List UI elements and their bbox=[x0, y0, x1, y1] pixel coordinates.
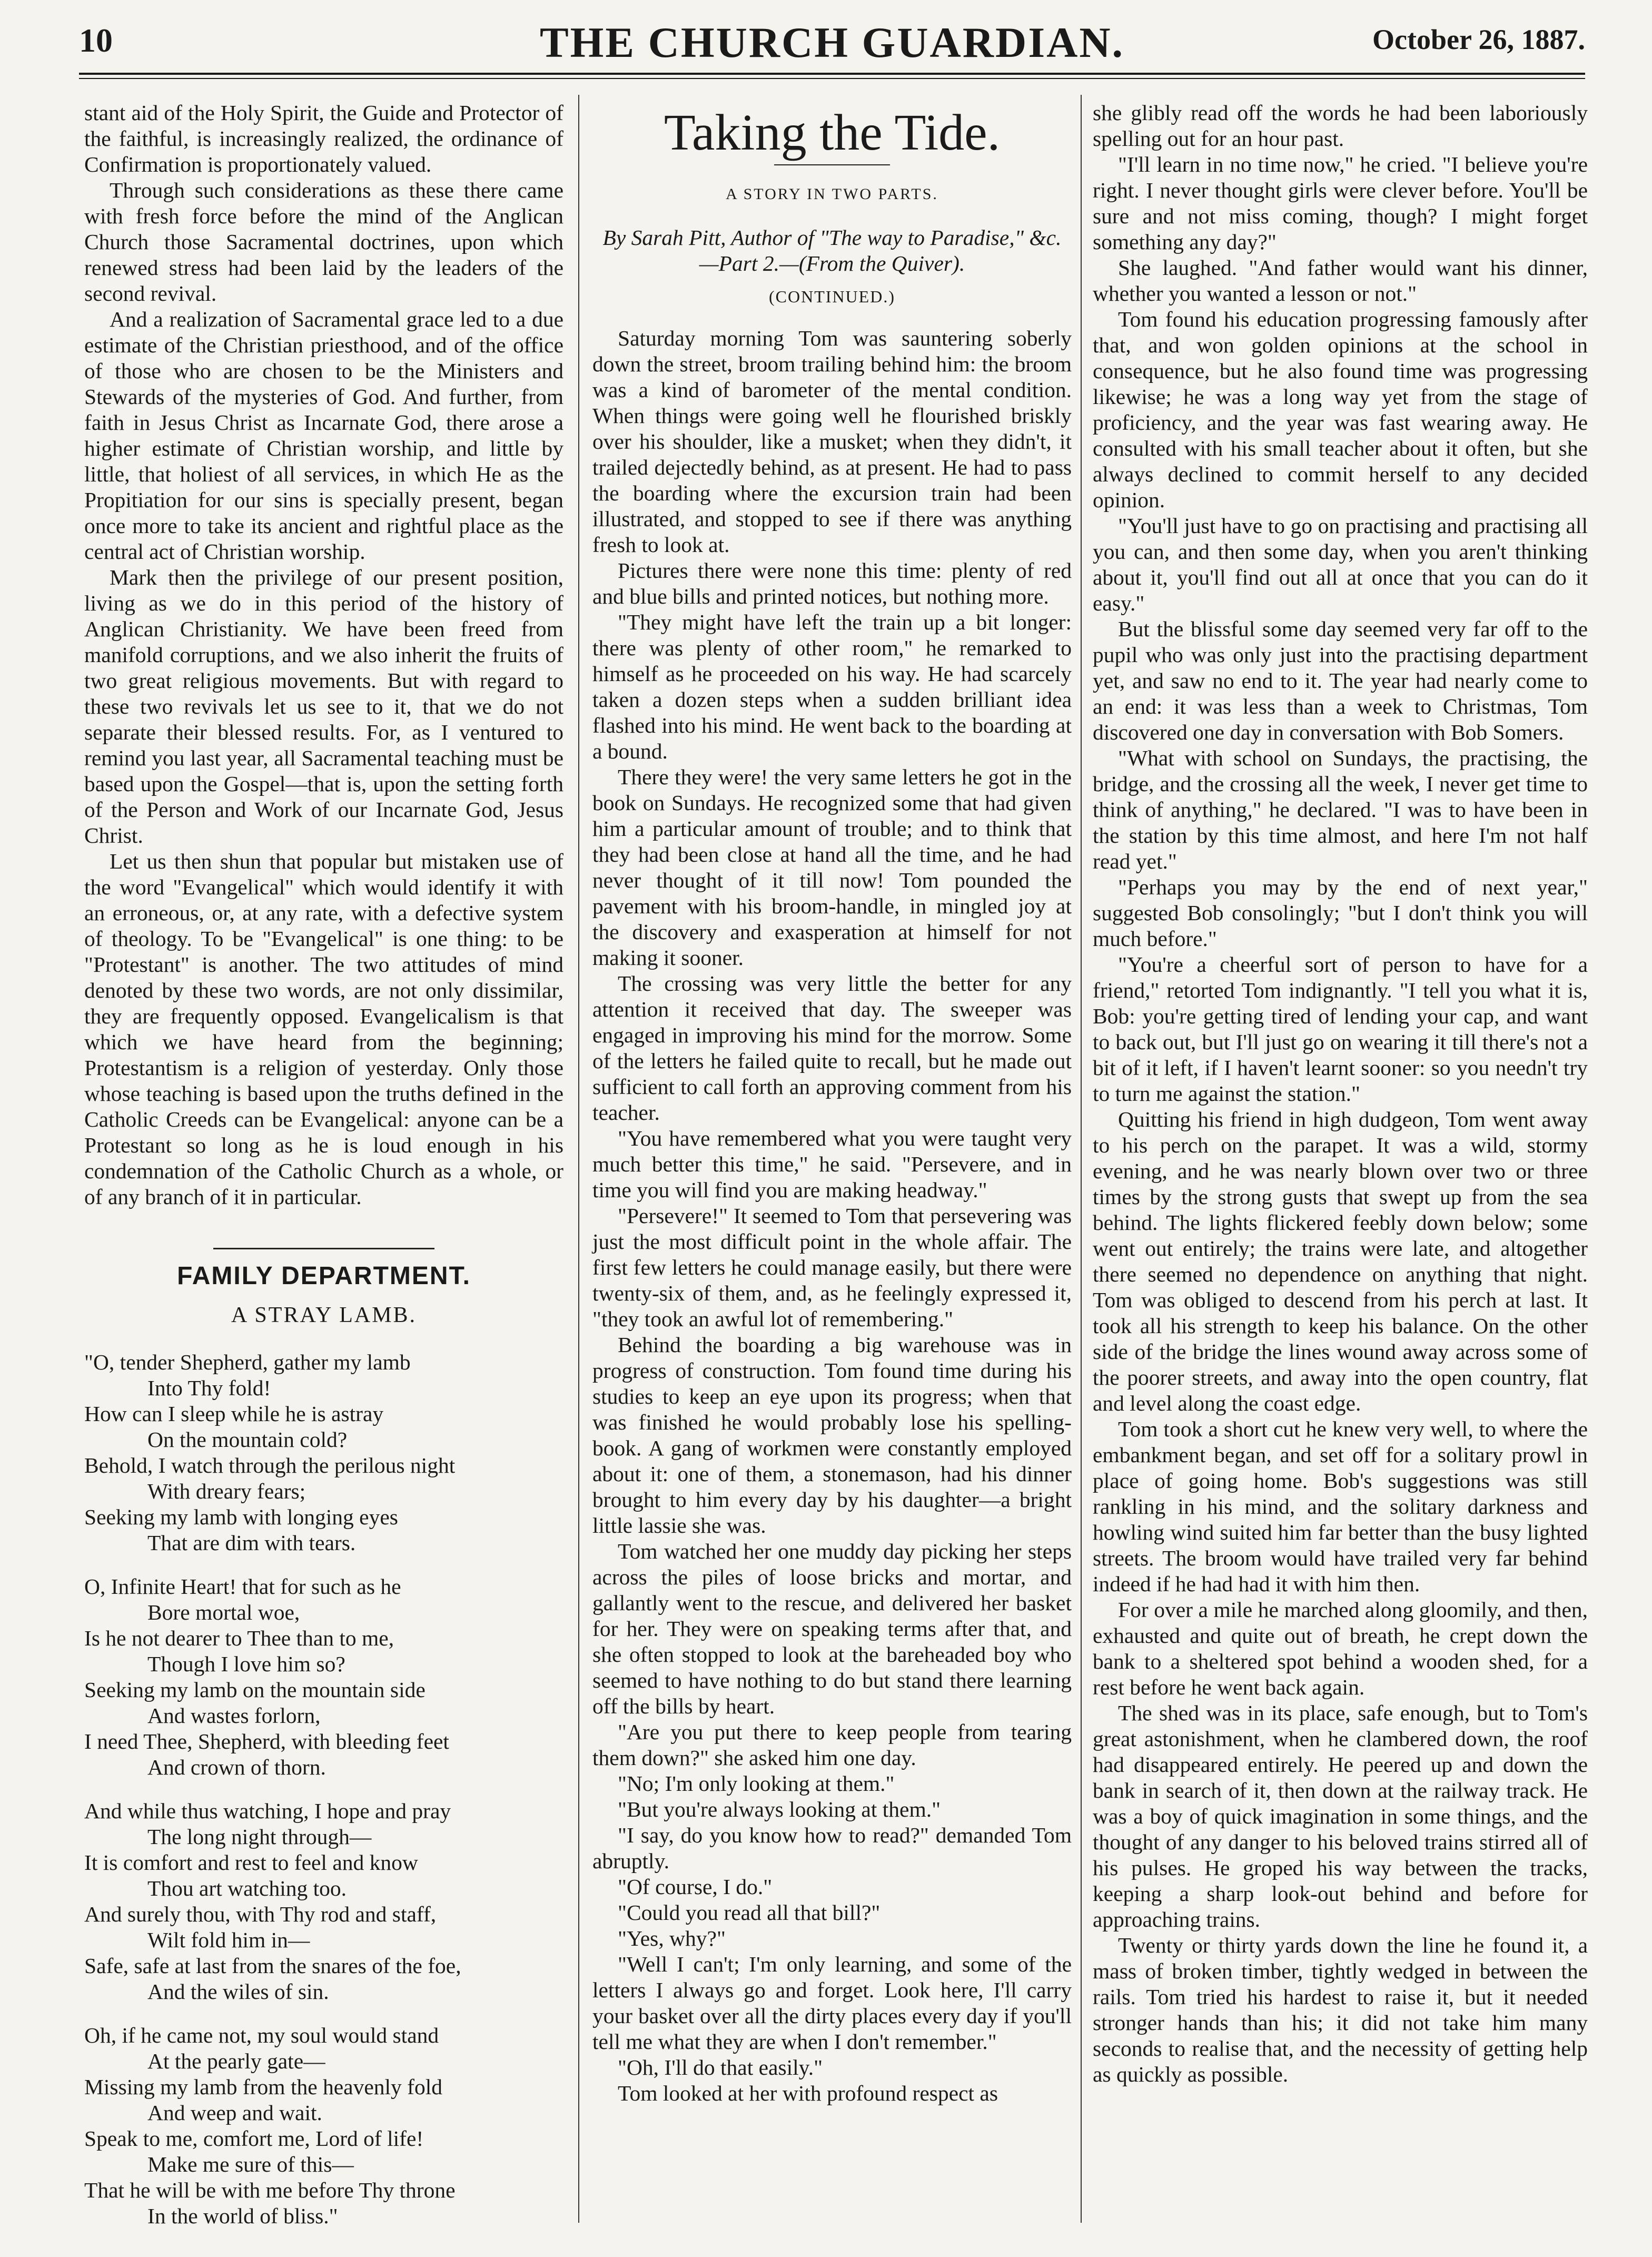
masthead-rule bbox=[79, 73, 1585, 75]
poem-line: That he will be with me before Thy throne bbox=[84, 2178, 456, 2202]
story-paragraph: "But you're always looking at them." bbox=[618, 1797, 941, 1821]
column-divider bbox=[1081, 95, 1082, 2223]
poem-line: That are dim with tears. bbox=[147, 1531, 356, 1555]
poem-line: Is he not dearer to Thee than to me, bbox=[84, 1626, 394, 1650]
story-paragraph: Tom took a short cut he knew very well, to where the embankment began, and set off for a solitary prowl in place of going home. Bob's suggestions was still rankling in his mind, and the solitary darkness and howling wind suited him far better than the busy lighted streets. The broom would have trailed very far behind indeed if he had had it with him then. bbox=[1093, 1417, 1588, 1596]
poem-line: Oh, if he came not, my soul would stand bbox=[84, 2023, 439, 2047]
poem-line: I need Thee, Shepherd, with bleeding feet bbox=[84, 1729, 449, 1753]
story-byline: By Sarah Pitt, Author of "The way to Paradise," &c.—Part 2.—(From the Quiver). bbox=[602, 225, 1062, 275]
article-paragraph: stant aid of the Holy Spirit, the Guide and Protector of the faithful, is increasingly realized, the ordinance of Confirmation is proportionately valued. bbox=[84, 101, 563, 176]
story-paragraph: There they were! the very same letters he got in the book on Sundays. He recognized some that had given him a particular amount of trouble; and to think that they had been close at hand all the time, and he had never thought of it till now! Tom pounded the pavement with his broom-handle, in mingled joy at the discovery and exasperation at himself for not making it sooner. bbox=[592, 765, 1072, 970]
story-paragraph: "Oh, I'll do that easily." bbox=[618, 2055, 823, 2079]
story-paragraph: "What with school on Sundays, the practising, the bridge, and the crossing all the week, I never get time to think of anything," he declared. "I was to have been in the station by this time almost, and here I'm not half read yet." bbox=[1093, 746, 1588, 873]
story-paragraph: Tom watched her one muddy day picking her steps across the piles of loose bricks and mortar, and gallantly went to the rescue, and delivered her basket for her. They were on speaking terms after that, and she often stopped to look at the bareheaded boy who seemed to have nothing to do but stand there learning off the bills by heart. bbox=[592, 1539, 1072, 1718]
poem-line: And while thus watching, I hope and pray bbox=[84, 1799, 451, 1823]
poem-line: Into Thy fold! bbox=[147, 1376, 271, 1400]
story-paragraph: Tom looked at her with profound respect as bbox=[618, 2081, 998, 2105]
poem-title: A STRAY LAMB. bbox=[231, 1303, 417, 1327]
poem-stanza bbox=[84, 1798, 563, 2005]
poem-line: "O, tender Shepherd, gather my lamb bbox=[84, 1350, 411, 1374]
masthead-rule-thin bbox=[79, 78, 1585, 79]
poem-line: It is comfort and rest to feel and know bbox=[84, 1850, 418, 1875]
story-paragraph: Behind the boarding a big warehouse was in progress of construction. Tom found time during his studies to keep an eye upon its progress; when that was finished he would probably lose his spelling-book. A gang of workmen were constantly employed about it: one of them, a stonemason, had his dinner brought to him every day by his daughter—a bright little lassie she was. bbox=[592, 1333, 1072, 1537]
poem-line: Make me sure of this— bbox=[147, 2152, 354, 2176]
article-paragraph: And a realization of Sacramental grace led to a due estimate of the Christian priesthood, and of the office of those who are chosen to be the Ministers and Stewards of the mysteries of God. And further, from faith in Jesus Christ as Incarnate God, there arose a higher estimate of Christian worship, and little by little, that holiest of all services, in which He as the Propitiation for our sins is specially present, began once more to take its ancient and rightful place as the central act of Christian worship. bbox=[84, 307, 563, 564]
article-paragraph: Let us then shun that popular but mistaken use of the word "Evangelical" which would identify it with an erroneous, or, at any rate, with a defective system of theology. To be "Evangelical" is one thing: to be "Protestant" is another. The two attitudes of mind denoted by these two words, are not only dissimilar, they are frequently opposed. Evangelicalism is that which we have heard from the beginning; Protestantism is a religion of yesterday. Only those whose teaching is based upon the truths defined in the Catholic Creeds can be Evangelical: anyone can be a Protestant so long as he is loud enough in his condemnation of the Catholic Church as a whole, or of any branch of it in particular. bbox=[84, 849, 563, 1209]
story-paragraph: "No; I'm only looking at them." bbox=[618, 1771, 895, 1796]
story-paragraph: Twenty or thirty yards down the line he found it, a mass of broken timber, tightly wedged in between the rails. Tom tried his hardest to raise it, but it needed stronger hands than his; it did not take him many seconds to realise that, and the necessity of getting help as quickly as possible. bbox=[1093, 1933, 1588, 2086]
story-paragraph: Quitting his friend in high dudgeon, Tom went away to his perch on the parapet. It was a wild, stormy evening, and he was nearly blown over two or three times by the strong gusts that swept up from the sea behind. The lights flickered feebly down below; some went out entirely; the trains were late, and altogether there seemed no dependence on anything that night. Tom was obliged to descend from his perch at last. It took all his strength to keep his balance. On the other side of the bridge the lines wound away across some of the poorer streets, and away into the open country, flat and level along the coast edge. bbox=[1093, 1107, 1588, 1415]
story-paragraph: Saturday morning Tom was sauntering soberly down the street, broom trailing behind him: the broom was a kind of barometer of the mental condition. When things were going well he flourished briskly over his shoulder, like a musket; when they didn't, it trailed dejectedly behind, as at present. He had to pass the boarding where the excursion train had been illustrated, and stopped to see if there was anything fresh to look at. bbox=[592, 326, 1072, 557]
story-paragraph: "I say, do you know how to read?" demanded Tom abruptly. bbox=[592, 1823, 1072, 1873]
story-paragraph: She laughed. "And father would want his dinner, whether you wanted a lesson or not." bbox=[1093, 255, 1588, 305]
poem-line: The long night through— bbox=[147, 1825, 372, 1849]
article-paragraph: Mark then the privilege of our present position, living as we do in this period of the history of Anglican Christianity. We have been freed from manifold corruptions, and we also inherit the fruits of two great religious movements. But with regard to these two revivals let us see to it, that we do not separate their blessed results. For, as I ventured to remind you last year, all Sacramental teaching must be based upon the Gospel—that is, upon the setting forth of the Person and Work of our Incarnate God, Jesus Christ. bbox=[84, 565, 563, 847]
continued-label: (CONTINUED.) bbox=[769, 287, 895, 306]
story-paragraph: For over a mile he marched along gloomily, and then, exhausted and quite out of breath, he crept down the bank to a sheltered spot behind a wooden shed, for a rest before he went back again. bbox=[1093, 1598, 1588, 1699]
poem-stanza bbox=[84, 1574, 563, 1780]
newspaper-title: THE CHURCH GUARDIAN. bbox=[539, 18, 1125, 66]
column-left bbox=[84, 100, 563, 2247]
poem-line: In the world of bliss." bbox=[147, 2204, 338, 2228]
story-subtitle: A STORY IN TWO PARTS. bbox=[726, 185, 938, 203]
poem-stanza bbox=[84, 1349, 563, 1556]
story-paragraph: she glibly read off the words he had been laboriously spelling out for an hour past. bbox=[1093, 101, 1588, 151]
poem-line: And the wiles of sin. bbox=[147, 1979, 329, 2004]
section-rule bbox=[213, 1248, 434, 1249]
story-paragraph: "Well I can't; I'm only learning, and some of the letters I always go and forget. Look here, I'll carry your basket over all the dirty places every day if you'll tell me what they are when I don't remember." bbox=[592, 1952, 1072, 2054]
poem-line: At the pearly gate— bbox=[147, 2049, 325, 2073]
story-title: Taking the Tide. bbox=[664, 104, 1001, 161]
story-paragraph: "Persevere!" It seemed to Tom that persevering was just the most difficult point in the whole affair. The first few letters he could manage easily, but there were twenty-six of them, and, as he feelingly expressed it, "they took an awful lot of remembering." bbox=[592, 1204, 1072, 1331]
poem-line: Safe, safe at last from the snares of the foe, bbox=[84, 1954, 461, 1978]
page-number: 10 bbox=[79, 22, 113, 59]
poem-line: Bore mortal woe, bbox=[147, 1600, 300, 1624]
story-paragraph: The shed was in its place, safe enough, but to Tom's great astonishment, when he clambered down, the roof had disappeared entirely. He peered up and down the bank in search of it, then down at the railway track. He was a boy of quick imagination in some things, and the thought of any danger to his beloved trains stirred all of his pulses. He groped his way between the tracks, keeping a sharp look-out behind and before for approaching trains. bbox=[1093, 1701, 1588, 1931]
poem-line: Behold, I watch through the perilous night bbox=[84, 1453, 456, 1477]
poem-line: On the mountain cold? bbox=[147, 1427, 348, 1452]
story-paragraph: "Of course, I do." bbox=[618, 1875, 773, 1899]
title-rule bbox=[774, 164, 890, 165]
story-paragraph: "They might have left the train up a bit longer: there was plenty of other room," he remarked to himself as he proceeded on his way. He had scarcely taken a dozen steps when a sudden brilliant idea flashed into his mind. He went back to the boarding at a bound. bbox=[592, 610, 1072, 763]
poem-line: How can I sleep while he is astray bbox=[84, 1402, 384, 1426]
story-paragraph: Tom found his education progressing famously after that, and won golden opinions at the school in consequence, but he also found time was progressing likewise; he was a long way yet from the stage of proficiency, and the year was fast wearing away. He consulted with his small teacher about it often, but she always declined to commit herself to any decided opinion. bbox=[1093, 307, 1588, 512]
poem-line: Seeking my lamb with longing eyes bbox=[84, 1505, 398, 1529]
poem-line: And crown of thorn. bbox=[147, 1755, 326, 1779]
poem-line: With dreary fears; bbox=[147, 1479, 306, 1503]
story-paragraph: "You'll just have to go on practising and practising all you can, and then some day, when you aren't thinking about it, you'll find out all at once that you can do it easy." bbox=[1093, 514, 1588, 615]
story-paragraph: The crossing was very little the better for any attention it received that day. The sweeper was engaged in improving his mind for the morrow. Some of the letters he failed quite to recall, but he made out sufficient to call forth an approving comment from his teacher. bbox=[592, 971, 1072, 1125]
poem-line: And surely thou, with Thy rod and staff, bbox=[84, 1902, 437, 1926]
poem-line: Seeking my lamb on the mountain side bbox=[84, 1678, 426, 1702]
story-paragraph: But the blissful some day seemed very far off to the pupil who was only just into the practising department yet, and saw no end to it. The year had nearly come to an end: it was less than a week to Christmas, Tom discovered one day in conversation with Bob Somers. bbox=[1093, 617, 1588, 744]
story-paragraph: "Perhaps you may by the end of next year," suggested Bob consolingly; "but I don't think you will much before." bbox=[1093, 875, 1588, 951]
column-middle bbox=[592, 100, 1072, 2106]
story-paragraph: "I'll learn in no time now," he cried. "I believe you're right. I never thought girls were clever before. You'll be sure and not miss coming, though? I might forget something any day?" bbox=[1093, 152, 1588, 254]
column-right bbox=[1093, 100, 1588, 2087]
story-paragraph: "You have remembered what you were taught very much better this time," he said. "Persevere, and in time you will find you are making headway." bbox=[592, 1126, 1072, 1202]
poem-line: Missing my lamb from the heavenly fold bbox=[84, 2075, 443, 2099]
poem-stanza bbox=[84, 2023, 563, 2229]
story-paragraph: Pictures there were none this time: plenty of red and blue bills and printed notices, but nothing more. bbox=[592, 558, 1072, 608]
section-heading: FAMILY DEPARTMENT. bbox=[177, 1262, 471, 1290]
story-paragraph: "Could you read all that bill?" bbox=[618, 1900, 881, 1925]
column-divider bbox=[578, 95, 579, 2223]
poem-line: Though I love him so? bbox=[147, 1652, 345, 1676]
article-paragraph: Through such considerations as these there came with fresh force before the mind of the Anglican Church those Sacramental doctrines, upon which renewed stress had been laid by the leaders of the second revival. bbox=[84, 178, 563, 305]
issue-date: October 26, 1887. bbox=[1372, 24, 1585, 55]
poem-line: Speak to me, comfort me, Lord of life! bbox=[84, 2126, 424, 2151]
story-paragraph: "You're a cheerful sort of person to have for a friend," retorted Tom indignantly. "I tell you what it is, Bob: you're getting tired of lending your cap, and want to back out, but I'll just go on wearing it till there's not a bit of it left, if I haven't learnt sooner: so you needn't try to turn me against the station." bbox=[1093, 952, 1588, 1106]
story-paragraph: "Are you put there to keep people from tearing them down?" she asked him one day. bbox=[592, 1720, 1072, 1770]
poem-line: And wastes forlorn, bbox=[147, 1703, 321, 1728]
story-paragraph: "Yes, why?" bbox=[618, 1926, 726, 1950]
poem-line: Wilt fold him in— bbox=[147, 1928, 310, 1952]
poem-line: And weep and wait. bbox=[147, 2101, 322, 2125]
poem-line: Thou art watching too. bbox=[147, 1876, 347, 1900]
masthead bbox=[79, 18, 1585, 68]
poem-line: O, Infinite Heart! that for such as he bbox=[84, 1574, 401, 1599]
